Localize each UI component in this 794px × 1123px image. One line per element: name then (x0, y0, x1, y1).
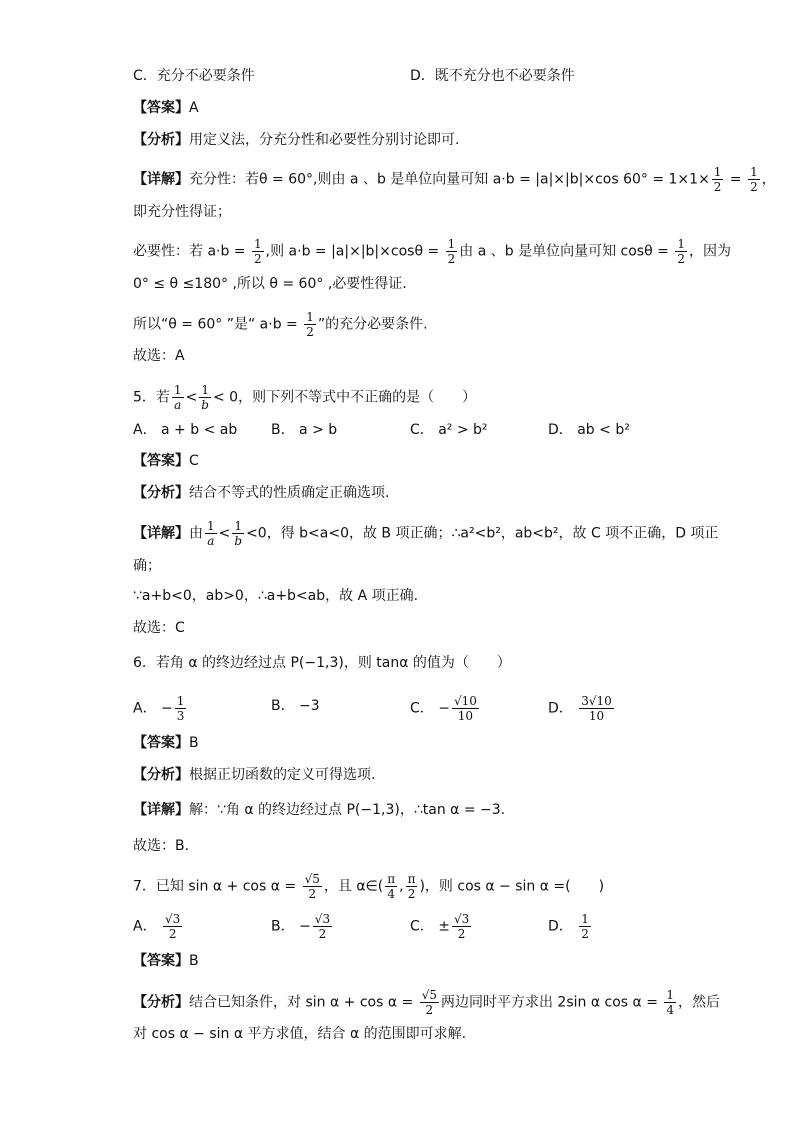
denominator: 4 (666, 1003, 675, 1017)
numerator: 1 (677, 237, 685, 251)
analysis-tag: 【分析】 (133, 485, 189, 501)
fraction-one-half (579, 912, 591, 941)
conclusion-text: 所以“θ = 60° ”是“ a·b = (133, 316, 303, 333)
denominator: 2 (447, 252, 456, 266)
numerator: √3 (314, 912, 331, 926)
q7-option-d (548, 912, 593, 941)
denominator: a (207, 534, 215, 548)
q4-conclusion (133, 310, 428, 339)
denominator: 2 (713, 180, 722, 194)
numerator: √3 (453, 912, 470, 926)
q4-option-c: C．充分不必要条件 (133, 68, 255, 84)
q5-analysis (133, 483, 389, 503)
fraction-sqrt5-over-2 (420, 988, 439, 1017)
denominator: 4 (387, 887, 395, 901)
q6-option-d (548, 694, 616, 723)
numerator: 3√10 (581, 694, 612, 708)
question-number: 5．若 (133, 389, 170, 406)
q5-option-a: A． a + b < ab (133, 422, 238, 438)
denominator: 2 (677, 252, 685, 266)
denominator: 3 (176, 709, 185, 723)
denominator: 2 (318, 927, 327, 941)
option-sign: − (161, 700, 173, 717)
numerator: 1 (232, 519, 244, 534)
q4-option-d: D．既不充分也不必要条件 (410, 68, 575, 84)
numerator: 1 (750, 165, 758, 179)
conclusion-text: ”的充分必要条件. (317, 316, 428, 333)
analysis-text: ，然后 (678, 994, 721, 1011)
question-text: ，则下列不等式中不正确的是（ ） (238, 389, 477, 406)
q7-analysis-continued: 对 cos α − sin α 平方求值，结合 α 的范围即可求解. (133, 1026, 467, 1042)
q5-choice: 故选：C (133, 620, 185, 636)
fraction-one-half (712, 165, 724, 194)
fraction-one-half (446, 237, 458, 266)
numerator: 1 (173, 383, 182, 397)
analysis-text: 根据正切函数的定义可得选项. (189, 767, 376, 783)
detail-text: <0，得 b<a<0，故 B 项正确；∴a²<b²，ab<b²，故 C 项不正确，D 项正 (246, 525, 719, 542)
q6-analysis (133, 765, 375, 785)
answer-value: B (189, 953, 199, 969)
answer-value: C (189, 453, 199, 469)
denominator: 2 (581, 927, 589, 941)
fraction-sqrt5-over-2 (303, 872, 322, 901)
detail-text: 解：∵角 α 的终边经过点 P(−1,3)，∴tan α = −3. (189, 802, 506, 818)
answer-value: A (189, 100, 199, 116)
option-label: A． (133, 700, 157, 717)
fraction-sqrt3-over-2 (163, 912, 182, 941)
q6-option-a (133, 694, 188, 723)
question-text: 7．已知 sin α + cos α = (133, 878, 301, 895)
denominator: 2 (407, 887, 416, 901)
denominator: b (201, 398, 209, 412)
necessity-text: 必要性：若 a·b = (133, 243, 250, 260)
detail-tag: 【详解】 (133, 525, 189, 542)
q6-detail (133, 800, 505, 820)
fraction-sqrt10-over-10 (452, 694, 479, 723)
q4-necessity (133, 237, 731, 266)
detail-text: 充分性：若θ = 60°,则由 a 、b 是单位向量可知 a·b = |a|×|b|×cos 60° = 1×1× (189, 171, 710, 188)
q5-option-c: C． a² > b² (410, 422, 488, 438)
q7-option-b (271, 912, 334, 941)
q7-option-c (410, 912, 473, 941)
fraction-3sqrt10-over-10 (579, 694, 614, 723)
denominator: 2 (168, 927, 177, 941)
question-text: ，且 α∈ (323, 878, 378, 895)
answer-tag: 【答案】 (133, 100, 189, 116)
denominator: 2 (306, 325, 314, 339)
q5-detail: 【详解】由 $\frac{1}{a}$ < $\frac{1}{b}$ <0，得 b<a<0，故 B 项正确；∴a²<b²，ab<b²，故 C 项不正确，D 项正 (133, 519, 719, 548)
q4-angle-range: 0° ≤ θ ≤180° ,所以 θ = 60° ,必要性得证. (133, 276, 407, 292)
analysis-text: 用定义法，分充分性和必要性分别讨论即可. (189, 132, 460, 148)
option-sign: − (438, 700, 450, 717)
detail-tag: 【详解】 (133, 802, 189, 818)
numerator: 1 (207, 519, 215, 533)
denominator: 2 (254, 252, 262, 266)
option-sign: ± (438, 918, 450, 935)
answer-tag: 【答案】 (133, 735, 189, 751)
numerator: 1 (666, 988, 675, 1002)
numerator: √5 (421, 988, 437, 1002)
denominator: 2 (308, 887, 317, 901)
q4-answer (133, 98, 199, 118)
numerator: 1 (447, 237, 456, 251)
q4-detail-sufficiency: 【详解】充分性：若θ = 60°,则由 a 、b 是单位向量可知 a·b = |a|×|b|×cos 60° = 1×1× $\frac{1}{2}$ = $\frac{1}{2}$ ， (133, 165, 776, 194)
q5-option-d: D． ab < b² (548, 422, 630, 438)
fraction-one-over-a (172, 383, 184, 412)
q6-option-b: B． −3 (271, 698, 320, 714)
option-label: C． (410, 700, 434, 717)
option-label: B． (271, 918, 295, 935)
answer-tag: 【答案】 (133, 453, 189, 469)
necessity-text: ,则 a·b = |a|×|b|×cosθ = (265, 243, 444, 260)
denominator: b (234, 534, 243, 548)
fraction-one-quarter (664, 988, 676, 1017)
denominator: 10 (588, 709, 605, 723)
numerator: √5 (304, 872, 320, 886)
q7-answer (133, 951, 199, 971)
q5-detail-sum: ∵a+b<0，ab>0，∴a+b<ab，故 A 项正确. (133, 588, 419, 604)
numerator: 1 (581, 912, 589, 926)
q6-answer (133, 733, 199, 753)
numerator: 1 (176, 694, 185, 708)
q4-sufficiency-proven: 即充分性得证； (133, 204, 231, 220)
denominator: 2 (750, 180, 758, 194)
fraction-one-half (748, 165, 760, 194)
analysis-tag: 【分析】 (133, 767, 189, 783)
analysis-text: 两边同时平方求出 2sin α cos α = (440, 994, 663, 1011)
q5-detail-wrap: 确； (133, 558, 161, 574)
answer-tag: 【答案】 (133, 953, 189, 969)
numerator: 1 (713, 165, 722, 179)
fraction-one-half (304, 310, 316, 339)
fraction-one-over-b (199, 383, 211, 412)
analysis-tag: 【分析】 (133, 994, 189, 1011)
fraction-sqrt3-over-2 (452, 912, 471, 941)
option-label: D． (548, 700, 573, 717)
analysis-text: 结合已知条件，对 sin α + cos α = (189, 994, 418, 1011)
q4-choice: 故选：A (133, 348, 185, 364)
analysis-text: 结合不等式的性质确定正确选项. (189, 485, 390, 501)
option-label: A． (133, 918, 157, 935)
q7-option-a (133, 912, 184, 941)
numerator: 1 (306, 310, 314, 324)
numerator: √10 (453, 694, 477, 708)
fraction-pi-over-4 (385, 872, 397, 901)
q4-analysis (133, 130, 459, 150)
q5-answer (133, 451, 199, 471)
denominator: 2 (457, 927, 466, 941)
answer-value: B (189, 735, 199, 751)
numerator: π (407, 872, 416, 886)
option-label: D． (548, 918, 573, 935)
option-sign: − (299, 918, 311, 935)
fraction-one-half (675, 237, 687, 266)
q5-option-b: B． a > b (271, 422, 338, 438)
q7-analysis (133, 988, 720, 1017)
denominator: 2 (425, 1003, 434, 1017)
fraction-sqrt3-over-2 (313, 912, 332, 941)
necessity-text: 由 a 、b 是单位向量可知 cosθ = (459, 243, 674, 260)
question-text: ，则 cos α − sin α =( ) (424, 878, 605, 895)
fraction-one-over-b (232, 519, 244, 548)
detail-text: 由 (189, 525, 203, 542)
denominator: 10 (457, 709, 474, 723)
q6-stem: 6．若角 α 的终边经过点 P(−1,3)，则 tanα 的值为（ ） (133, 655, 511, 671)
necessity-text: ，因为 (688, 243, 731, 260)
detail-text: ， (761, 171, 776, 188)
numerator: π (387, 872, 396, 886)
q7-stem: 7．已知 sin α + cos α = $\frac{√5}{2}$ ，且 α∈( $\frac{\pi}{4}$ , $\frac{\pi}{2}$ )，则 cos α − sin α =( ) (133, 872, 605, 901)
numerator: 1 (254, 237, 262, 251)
fraction-pi-over-2 (406, 872, 418, 901)
q6-choice: 故选：B. (133, 838, 190, 854)
analysis-tag: 【分析】 (133, 132, 189, 148)
q6-option-c (410, 694, 481, 723)
q5-stem: 5．若 $\frac{1}{a}$ < $\frac{1}{b}$ < 0，则下列不等式中不正确的是（ ） (133, 383, 477, 412)
numerator: 1 (199, 383, 211, 398)
fraction-one-over-a (205, 519, 217, 548)
detail-tag: 【详解】 (133, 171, 189, 188)
denominator: a (174, 398, 182, 412)
numerator: √3 (165, 912, 181, 926)
fraction-one-half (252, 237, 264, 266)
fraction-one-third (175, 694, 187, 723)
option-label: C． (410, 918, 434, 935)
